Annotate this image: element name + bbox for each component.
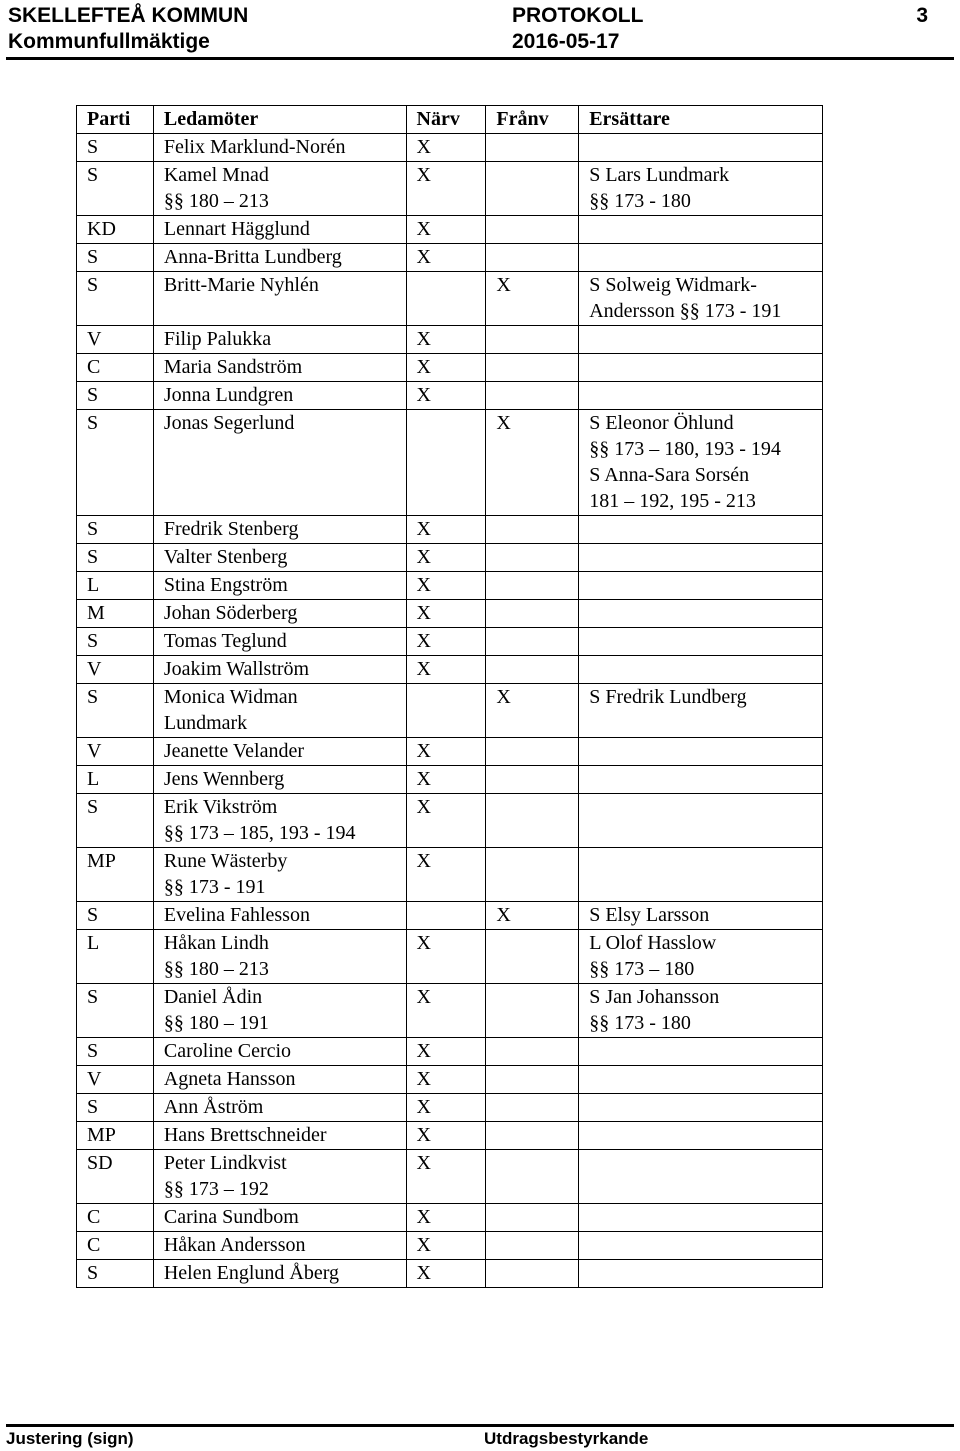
party-cell: S xyxy=(77,410,154,516)
absent-mark xyxy=(486,738,579,766)
substitute-cell xyxy=(579,1066,823,1094)
substitute-cell xyxy=(579,1204,823,1232)
substitute-cell xyxy=(579,930,823,984)
substitute-cell-line: §§ 173 - 180 xyxy=(589,190,691,212)
table-row xyxy=(77,656,823,684)
substitute-cell xyxy=(579,216,823,244)
substitute-cell xyxy=(579,572,823,600)
absent-mark: X xyxy=(486,684,579,738)
present-mark: X xyxy=(406,848,486,902)
present-mark: X xyxy=(406,656,486,684)
present-mark: X xyxy=(406,600,486,628)
absent-mark xyxy=(486,794,579,848)
substitute-cell xyxy=(579,162,823,216)
attendance-table xyxy=(76,105,823,1288)
party-cell: L xyxy=(77,930,154,984)
member-cell xyxy=(153,354,406,382)
present-mark: X xyxy=(406,766,486,794)
member-cell xyxy=(153,1150,406,1204)
party-cell: S xyxy=(77,1038,154,1066)
table-row xyxy=(77,1038,823,1066)
table-row xyxy=(77,1122,823,1150)
present-mark: X xyxy=(406,984,486,1038)
substitute-cell xyxy=(579,684,823,738)
member-cell xyxy=(153,410,406,516)
page-number: 3 xyxy=(916,4,928,27)
present-mark: X xyxy=(406,1122,486,1150)
substitute-cell xyxy=(579,656,823,684)
table-row xyxy=(77,1204,823,1232)
member-cell-line: Jonas Segerlund xyxy=(163,412,295,434)
present-mark: X xyxy=(406,354,486,382)
present-mark: X xyxy=(406,544,486,572)
member-cell xyxy=(153,684,406,738)
absent-mark xyxy=(486,1038,579,1066)
substitute-cell xyxy=(579,354,823,382)
party-cell: S xyxy=(77,1094,154,1122)
present-mark xyxy=(406,272,486,326)
substitute-cell xyxy=(579,1122,823,1150)
member-cell xyxy=(153,1122,406,1150)
present-mark: X xyxy=(406,382,486,410)
member-cell-line: Kamel Mnad xyxy=(163,164,269,186)
table-row xyxy=(77,216,823,244)
column-header-party: Parti xyxy=(77,106,154,134)
page-footer xyxy=(6,1424,954,1451)
substitute-cell-line: S Solweig Widmark- xyxy=(589,274,757,296)
substitute-cell xyxy=(579,516,823,544)
absent-mark xyxy=(486,1066,579,1094)
absent-mark xyxy=(486,516,579,544)
substitute-cell-line: §§ 173 – 180, 193 - 194 xyxy=(589,438,781,460)
absent-mark xyxy=(486,930,579,984)
absent-mark xyxy=(486,628,579,656)
member-cell xyxy=(153,1260,406,1288)
present-mark: X xyxy=(406,1066,486,1094)
party-cell: L xyxy=(77,572,154,600)
attendance-table-body xyxy=(77,134,823,1288)
member-cell xyxy=(153,1204,406,1232)
member-cell xyxy=(153,516,406,544)
substitute-cell xyxy=(579,848,823,902)
substitute-cell-line: §§ 173 – 180 xyxy=(589,958,695,980)
absent-mark xyxy=(486,216,579,244)
party-cell: S xyxy=(77,544,154,572)
present-mark: X xyxy=(406,1232,486,1260)
party-cell: S xyxy=(77,628,154,656)
member-cell-line: Carina Sundbom xyxy=(163,1206,299,1228)
member-cell-line: Britt-Marie Nyhlén xyxy=(163,274,319,296)
table-row xyxy=(77,1094,823,1122)
table-row xyxy=(77,354,823,382)
member-cell-line: Valter Stenberg xyxy=(163,546,288,568)
present-mark: X xyxy=(406,1260,486,1288)
party-cell: C xyxy=(77,1204,154,1232)
member-cell xyxy=(153,902,406,930)
member-cell-line: Anna-Britta Lundberg xyxy=(163,246,342,268)
member-cell-line: Filip Palukka xyxy=(163,328,272,350)
substitute-cell-line: 181 – 192, 195 - 213 xyxy=(589,490,756,512)
member-cell xyxy=(153,628,406,656)
absent-mark xyxy=(486,600,579,628)
party-cell: S xyxy=(77,244,154,272)
header-rule xyxy=(6,57,954,60)
table-row xyxy=(77,572,823,600)
table-row xyxy=(77,410,823,516)
member-cell xyxy=(153,1232,406,1260)
member-cell-line: §§ 173 – 185, 193 - 194 xyxy=(163,822,356,844)
substitute-cell xyxy=(579,766,823,794)
footer-rule xyxy=(6,1424,954,1427)
present-mark: X xyxy=(406,516,486,544)
present-mark: X xyxy=(406,326,486,354)
substitute-cell xyxy=(579,134,823,162)
member-cell-line: Felix Marklund-Norén xyxy=(163,136,346,158)
present-mark: X xyxy=(406,216,486,244)
substitute-cell xyxy=(579,382,823,410)
party-cell: SD xyxy=(77,1150,154,1204)
meeting-date: 2016-05-17 xyxy=(512,30,620,53)
present-mark: X xyxy=(406,572,486,600)
party-cell: MP xyxy=(77,1122,154,1150)
party-cell: S xyxy=(77,902,154,930)
absent-mark xyxy=(486,134,579,162)
party-cell: S xyxy=(77,1260,154,1288)
table-row xyxy=(77,600,823,628)
table-row xyxy=(77,516,823,544)
party-cell: S xyxy=(77,794,154,848)
present-mark: X xyxy=(406,930,486,984)
column-header-substitutes: Ersättare xyxy=(579,106,823,134)
table-row xyxy=(77,738,823,766)
table-row xyxy=(77,1260,823,1288)
present-mark: X xyxy=(406,1094,486,1122)
member-cell xyxy=(153,216,406,244)
member-cell-line: Stina Engström xyxy=(163,574,288,596)
substitute-cell-line: Andersson §§ 173 - 191 xyxy=(589,300,782,322)
body-name: Kommunfullmäktige xyxy=(8,30,210,53)
substitute-cell-line: S Fredrik Lundberg xyxy=(589,686,747,708)
table-row xyxy=(77,544,823,572)
member-cell-line: Håkan Lindh xyxy=(163,932,269,954)
member-cell xyxy=(153,1094,406,1122)
substitute-cell-line: L Olof Hasslow xyxy=(589,932,717,954)
present-mark: X xyxy=(406,738,486,766)
substitute-cell xyxy=(579,738,823,766)
table-row xyxy=(77,244,823,272)
party-cell: MP xyxy=(77,848,154,902)
table-row xyxy=(77,382,823,410)
substitute-cell-line: §§ 173 - 180 xyxy=(589,1012,691,1034)
party-cell: S xyxy=(77,984,154,1038)
absent-mark xyxy=(486,162,579,216)
substitute-cell xyxy=(579,628,823,656)
substitute-cell xyxy=(579,1094,823,1122)
member-cell-line: Håkan Andersson xyxy=(163,1234,306,1256)
absent-mark xyxy=(486,354,579,382)
member-cell-line: Jonna Lundgren xyxy=(163,384,294,406)
table-row xyxy=(77,1232,823,1260)
member-cell xyxy=(153,848,406,902)
substitute-cell-line: S Eleonor Öhlund xyxy=(589,412,734,434)
substitute-cell xyxy=(579,544,823,572)
party-cell: S xyxy=(77,162,154,216)
absent-mark xyxy=(486,572,579,600)
table-row xyxy=(77,1150,823,1204)
member-cell xyxy=(153,766,406,794)
member-cell-line: §§ 173 – 192 xyxy=(163,1178,269,1200)
absent-mark xyxy=(486,382,579,410)
table-row xyxy=(77,984,823,1038)
member-cell-line: Johan Söderberg xyxy=(163,602,298,624)
member-cell-line: Fredrik Stenberg xyxy=(163,518,299,540)
table-row xyxy=(77,134,823,162)
absent-mark xyxy=(486,244,579,272)
substitute-cell xyxy=(579,410,823,516)
member-cell-line: §§ 180 – 191 xyxy=(163,1012,269,1034)
municipality-name: SKELLEFTEÅ KOMMUN xyxy=(8,4,249,27)
member-cell-line: Ann Åström xyxy=(163,1096,264,1118)
present-mark xyxy=(406,410,486,516)
table-row xyxy=(77,326,823,354)
member-cell xyxy=(153,326,406,354)
substitute-cell xyxy=(579,272,823,326)
document-type: PROTOKOLL xyxy=(512,4,644,27)
party-cell: V xyxy=(77,738,154,766)
member-cell xyxy=(153,984,406,1038)
present-mark: X xyxy=(406,1204,486,1232)
member-cell-line: Tomas Teglund xyxy=(163,630,287,652)
party-cell: S xyxy=(77,516,154,544)
present-mark xyxy=(406,902,486,930)
substitute-cell-line: S Jan Johansson xyxy=(589,986,720,1008)
table-row xyxy=(77,272,823,326)
member-cell-line: Evelina Fahlesson xyxy=(163,904,310,926)
member-cell-line: Peter Lindkvist xyxy=(163,1152,287,1174)
member-cell-line: Helen Englund Åberg xyxy=(163,1262,340,1284)
member-cell xyxy=(153,544,406,572)
member-cell-line: Agneta Hansson xyxy=(163,1068,296,1090)
absent-mark: X xyxy=(486,272,579,326)
party-cell: S xyxy=(77,382,154,410)
page-header xyxy=(6,0,954,62)
present-mark: X xyxy=(406,162,486,216)
present-mark: X xyxy=(406,1150,486,1204)
column-header-members: Ledamöter xyxy=(153,106,406,134)
party-cell: C xyxy=(77,354,154,382)
party-cell: L xyxy=(77,766,154,794)
party-cell: S xyxy=(77,134,154,162)
member-cell xyxy=(153,738,406,766)
absent-mark xyxy=(486,848,579,902)
present-mark: X xyxy=(406,134,486,162)
member-cell-line: §§ 180 – 213 xyxy=(163,190,269,212)
absent-mark: X xyxy=(486,902,579,930)
party-cell: KD xyxy=(77,216,154,244)
absent-mark xyxy=(486,984,579,1038)
member-cell xyxy=(153,382,406,410)
member-cell xyxy=(153,600,406,628)
member-cell xyxy=(153,272,406,326)
member-cell xyxy=(153,930,406,984)
table-row xyxy=(77,766,823,794)
substitute-cell xyxy=(579,1232,823,1260)
member-cell-line: Erik Vikström xyxy=(163,796,278,818)
party-cell: S xyxy=(77,684,154,738)
substitute-cell xyxy=(579,1150,823,1204)
party-cell: V xyxy=(77,656,154,684)
member-cell-line: Joakim Wallström xyxy=(163,658,310,680)
substitute-cell xyxy=(579,600,823,628)
member-cell-line: Maria Sandström xyxy=(163,356,303,378)
column-header-absent: Frånv xyxy=(486,106,579,134)
member-cell-line: §§ 173 - 191 xyxy=(163,876,266,898)
table-row xyxy=(77,1066,823,1094)
present-mark: X xyxy=(406,244,486,272)
table-row xyxy=(77,930,823,984)
column-header-present: Närv xyxy=(406,106,486,134)
member-cell-line: Lennart Hägglund xyxy=(163,218,310,240)
party-cell: M xyxy=(77,600,154,628)
member-cell-line: Rune Wästerby xyxy=(163,850,288,872)
member-cell xyxy=(153,134,406,162)
member-cell-line: Monica Widman xyxy=(163,686,298,708)
absent-mark: X xyxy=(486,410,579,516)
present-mark: X xyxy=(406,628,486,656)
absent-mark xyxy=(486,1122,579,1150)
substitute-cell-line: S Elsy Larsson xyxy=(589,904,710,926)
party-cell: V xyxy=(77,1066,154,1094)
party-cell: V xyxy=(77,326,154,354)
member-cell-line: Hans Brettschneider xyxy=(163,1124,327,1146)
substitute-cell xyxy=(579,326,823,354)
substitute-cell xyxy=(579,984,823,1038)
table-row xyxy=(77,902,823,930)
absent-mark xyxy=(486,1150,579,1204)
absent-mark xyxy=(486,766,579,794)
substitute-cell xyxy=(579,794,823,848)
absent-mark xyxy=(486,544,579,572)
member-cell xyxy=(153,162,406,216)
absent-mark xyxy=(486,1094,579,1122)
table-row xyxy=(77,628,823,656)
member-cell-line: Jeanette Velander xyxy=(163,740,304,762)
member-cell xyxy=(153,656,406,684)
member-cell xyxy=(153,1038,406,1066)
absent-mark xyxy=(486,1232,579,1260)
extract-certification-label: Utdragsbestyrkande xyxy=(484,1429,649,1448)
present-mark: X xyxy=(406,794,486,848)
member-cell xyxy=(153,572,406,600)
substitute-cell xyxy=(579,1038,823,1066)
absent-mark xyxy=(486,1204,579,1232)
member-cell-line: Lundmark xyxy=(163,712,248,734)
substitute-cell xyxy=(579,902,823,930)
absent-mark xyxy=(486,1260,579,1288)
substitute-cell-line: S Anna-Sara Sorsén xyxy=(589,464,750,486)
signature-label: Justering (sign) xyxy=(6,1429,134,1448)
member-cell xyxy=(153,794,406,848)
table-row xyxy=(77,794,823,848)
member-cell-line: §§ 180 – 213 xyxy=(163,958,269,980)
party-cell: C xyxy=(77,1232,154,1260)
absent-mark xyxy=(486,326,579,354)
substitute-cell xyxy=(579,1260,823,1288)
member-cell-line: Jens Wennberg xyxy=(163,768,285,790)
member-cell xyxy=(153,1066,406,1094)
table-row xyxy=(77,848,823,902)
member-cell xyxy=(153,244,406,272)
substitute-cell xyxy=(579,244,823,272)
present-mark: X xyxy=(406,1038,486,1066)
absent-mark xyxy=(486,656,579,684)
substitute-cell-line: S Lars Lundmark xyxy=(589,164,730,186)
table-row xyxy=(77,162,823,216)
table-header-row xyxy=(77,106,823,134)
present-mark xyxy=(406,684,486,738)
party-cell: S xyxy=(77,272,154,326)
member-cell-line: Daniel Ådin xyxy=(163,986,263,1008)
table-row xyxy=(77,684,823,738)
member-cell-line: Caroline Cercio xyxy=(163,1040,292,1062)
